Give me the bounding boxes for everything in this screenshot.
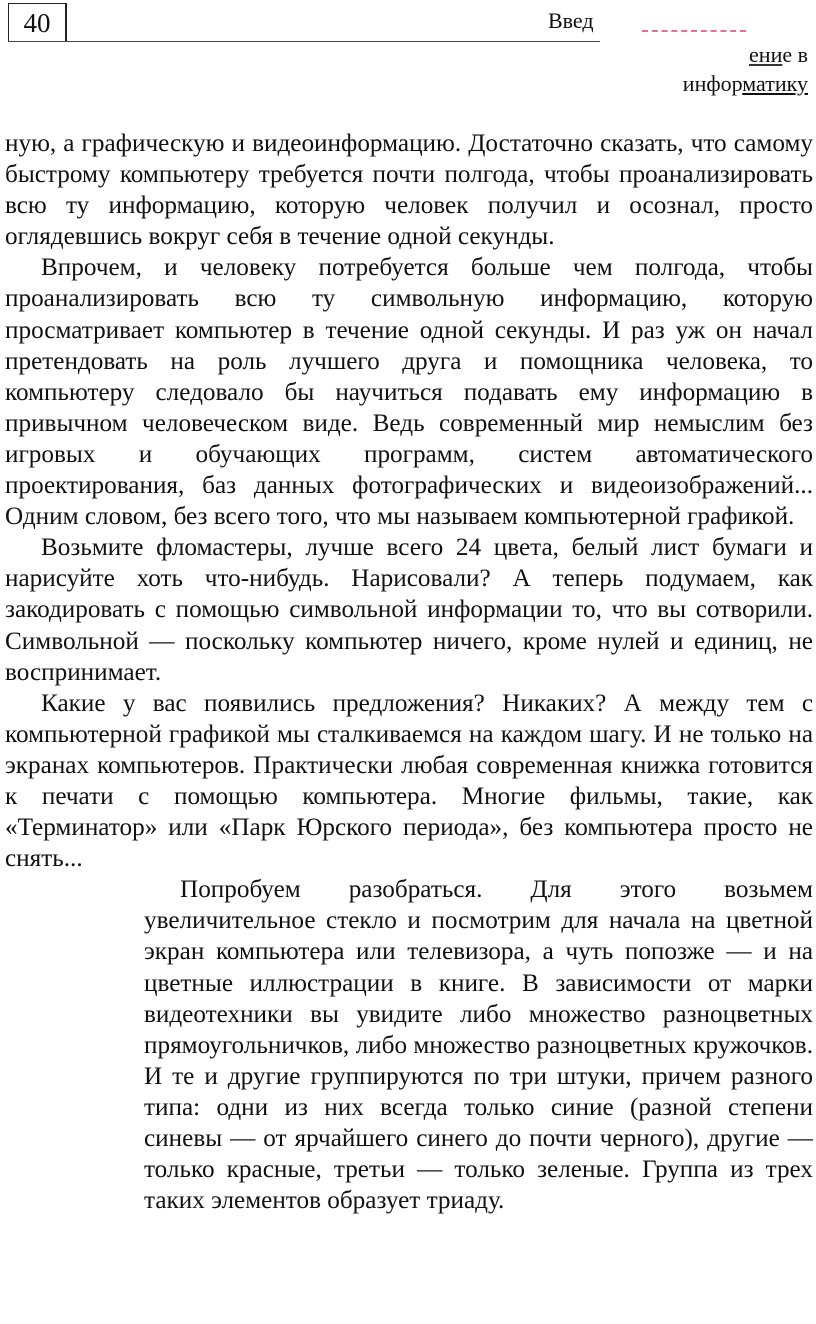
running-title-part2b: е в	[782, 42, 808, 67]
running-title-part3	[683, 71, 808, 97]
body-text	[5, 128, 813, 1216]
running-title-part3b: матику	[742, 71, 808, 96]
running-title-part3a: инфор	[682, 71, 743, 96]
running-title-part2	[749, 42, 808, 68]
running-title-part2a: ени	[749, 42, 783, 67]
page-number: 40	[8, 3, 66, 41]
paragraph-4: Какие у вас появились предложения? Никаких? А между тем с компьютерной графикой мы сталкиваемся на каждом шагу. И не только на экранах компьютеров. Практически любая современная книжка готовится к печати с помощью компьютера. Многие фильмы, такие, как «Терминатор» или «Парк Юрского периода», без компьютера просто не снять...	[5, 689, 813, 873]
header-rule	[8, 41, 600, 42]
paragraph-2: Впрочем, и человеку потребуется больше чем полгода, чтобы проанализировать всю ту символьную информацию, которую просматривает компьютер в течение одной секунды. И раз уж он начал претендовать на роль лучшего друга и помощника человека, то компьютеру следовало бы научиться подавать ему информацию в привычном человеческом виде. Ведь современный мир немыслим без игровых и обучающих программ, систем автоматического проектирования, баз данных фотографических и видеоизображений... Одним словом, без всего того, что мы называем компьютерной графикой.	[5, 254, 813, 531]
paragraph-3: Возьмите фломастеры, лучше всего 24 цвета, белый лист бумаги и нарисуйте хоть что-нибудь. Нарисовали? А теперь подумаем, как закодировать с помощью символьной информации то, что вы сотворили. Символьной — поскольку компьютер ничего, кроме нулей и единиц, не воспринимает.	[5, 534, 813, 686]
running-title-part1: Введ	[548, 8, 594, 33]
paragraph-5: Попробуем разобраться. Для этого возьмем увеличительное стекло и посмотрим для начала на цветной экран компьютера или телевизора, а чуть попозже — и на цветные иллюстрации в книге. В зависимости от марки видеотехники вы увидите либо множество разноцветных прямоугольничков, либо множество разноцветных кружочков. И те и другие группируются по три штуки, причем разного типа: одни из них всегда только синие (разной степени синевы — от ярчайшего синего до почти черного), другие — только красные, третьи — только зеленые. Группа из трех таких элементов образует триаду.	[144, 876, 813, 1215]
header-divider-vertical	[66, 3, 67, 41]
paragraph-1: ную, а графическую и видеоинформацию. Достаточно сказать, что самому быстрому компьютеру требуется почти полгода, чтобы проанализировать всю ту информацию, которую человек получил и осознал, просто оглядевшись вокруг себя в течение одной секунды.	[5, 130, 813, 251]
header-pink-mark	[642, 30, 746, 32]
